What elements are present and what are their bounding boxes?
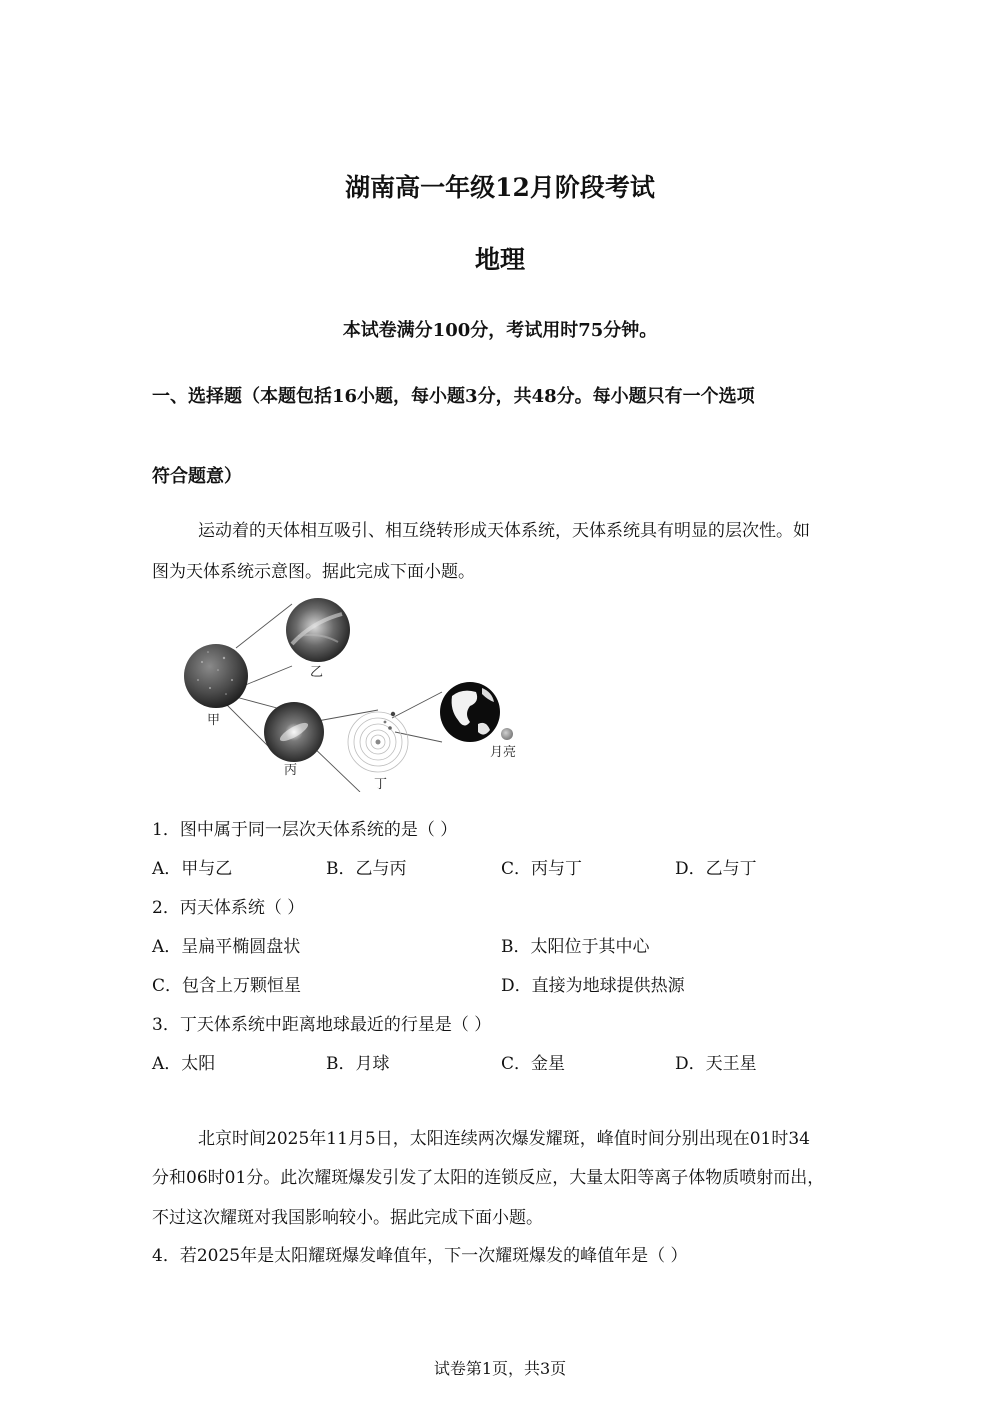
yi-milky-way bbox=[286, 598, 350, 662]
question-2-stem: 2．丙天体系统（ ） bbox=[152, 898, 305, 918]
q2-option-a[interactable]: A．呈扁平椭圆盘状 bbox=[152, 937, 301, 957]
label-moon: 月亮 bbox=[490, 745, 517, 760]
passage2-line2: 分和06时01分。此次耀斑爆发引发了太阳的连锁反应，大量太阳等离子体物质喷射而出， bbox=[152, 1168, 825, 1188]
label-ding: 丁 bbox=[374, 777, 388, 792]
q3-option-a[interactable]: A．太阳 bbox=[152, 1054, 216, 1074]
q2-option-c[interactable]: C．包含上万颗恒星 bbox=[152, 976, 302, 996]
exam-notice: 本试卷满分100分，考试用时75分钟。 bbox=[342, 320, 658, 341]
q1-option-a[interactable]: A．甲与乙 bbox=[152, 859, 233, 879]
q1-option-c[interactable]: C．丙与丁 bbox=[501, 859, 583, 879]
q3-option-d[interactable]: D．天王星 bbox=[675, 1054, 757, 1074]
q3-option-c[interactable]: C．金星 bbox=[501, 1054, 566, 1074]
q1-option-b[interactable]: B．乙与丙 bbox=[326, 859, 407, 879]
passage1-line1: 运动着的天体相互吸引、相互绕转形成天体系统，天体系统具有明显的层次性。如 bbox=[198, 521, 810, 541]
label-yi: 乙 bbox=[310, 665, 324, 680]
question-1-stem: 1．图中属于同一层次天体系统的是（ ） bbox=[152, 820, 458, 840]
section-heading-line1: 一、选择题（本题包括16小题，每小题3分，共48分。每小题只有一个选项 bbox=[152, 386, 755, 407]
passage1-line2: 图为天体系统示意图。据此完成下面小题。 bbox=[152, 562, 475, 582]
jia-galaxy-group bbox=[184, 644, 248, 708]
section-heading-line2: 符合题意） bbox=[152, 466, 242, 487]
moon-icon bbox=[501, 728, 513, 740]
page-footer: 试卷第1页，共3页 bbox=[433, 1359, 567, 1378]
question-4-stem: 4．若2025年是太阳耀斑爆发峰值年，下一次耀斑爆发的峰值年是（ ） bbox=[152, 1246, 688, 1266]
label-jia: 甲 bbox=[207, 713, 221, 728]
passage2-line3: 不过这次耀斑对我国影响较小。据此完成下面小题。 bbox=[152, 1208, 543, 1228]
q1-option-d[interactable]: D．乙与丁 bbox=[675, 859, 757, 879]
question-3-stem: 3．丁天体系统中距离地球最近的行星是（ ） bbox=[152, 1015, 492, 1035]
q2-option-b[interactable]: B．太阳位于其中心 bbox=[501, 937, 650, 957]
q3-option-b[interactable]: B．月球 bbox=[326, 1054, 390, 1074]
celestial-system-figure bbox=[180, 592, 540, 792]
q2-option-d[interactable]: D．直接为地球提供热源 bbox=[501, 976, 685, 996]
subject-title: 地理 bbox=[474, 245, 525, 274]
label-bing: 丙 bbox=[284, 763, 298, 778]
passage2-line1: 北京时间2025年11月5日，太阳连续两次爆发耀斑，峰值时间分别出现在01时34 bbox=[198, 1129, 810, 1149]
exam-title: 湖南高一年级12月阶段考试 bbox=[345, 173, 655, 202]
